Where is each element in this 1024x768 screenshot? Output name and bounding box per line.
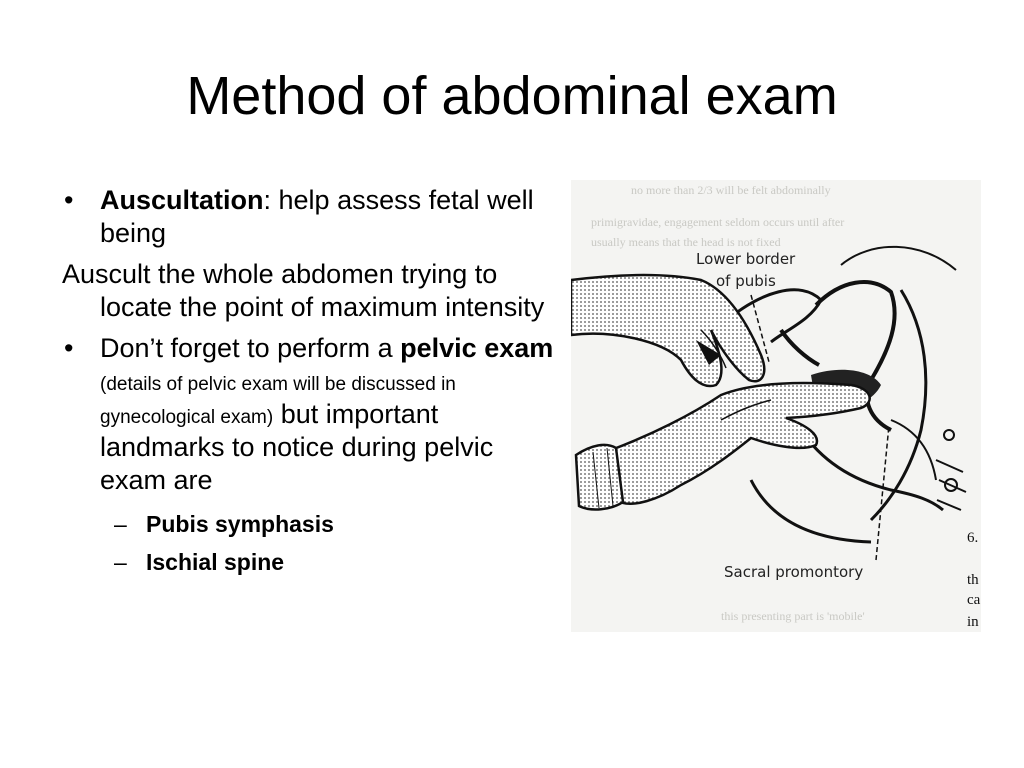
sub-bullet-pubis	[62, 505, 562, 543]
slide-body	[62, 184, 562, 581]
lower-hand	[611, 383, 870, 504]
edge-text-2: th	[967, 572, 979, 588]
bullet-dot: •	[64, 333, 74, 363]
pelvic-intro: Don’t forget to perform a	[100, 333, 393, 363]
background-text-2: primigravidae, engagement seldom occurs until after	[591, 215, 845, 229]
edge-text-3: ca	[967, 592, 981, 608]
vertebra-marker	[944, 430, 954, 440]
perineum-outline	[751, 480, 871, 542]
sacral-segments	[936, 460, 966, 510]
slide-title: Method of abdominal exam	[186, 66, 838, 126]
pelvic-exam-term: pelvic exam	[400, 333, 554, 363]
upper-hand	[571, 275, 764, 386]
bullet-auscultation	[62, 184, 562, 250]
auscultation-text: : help assess fetal well being	[100, 185, 534, 248]
illustration-svg	[571, 180, 981, 632]
auscult-paragraph: Auscult the whole abdomen trying to locate the point of maximum intensity	[62, 259, 545, 322]
abdominal-wall-outline	[841, 247, 956, 270]
pubis-bone	[781, 330, 819, 365]
sub-bullet-dash: –	[114, 511, 127, 537]
edge-text-1: 6.	[967, 530, 979, 546]
pointer-sacral-promontory	[876, 425, 889, 560]
glove-cuff	[576, 445, 623, 510]
pelvic-exam-illustration	[571, 180, 981, 632]
label-sacral-promontory: Sacral promontory	[724, 563, 864, 581]
background-text-3: usually means that the head is not fixed	[591, 235, 781, 249]
sub-bullet-label: Ischial spine	[146, 549, 285, 575]
label-of-pubis: of pubis	[716, 272, 776, 290]
sub-bullet-label: Pubis symphasis	[146, 511, 334, 537]
background-text-4: this presenting part is 'mobile'	[721, 609, 865, 623]
auscultation-term: Auscultation	[100, 185, 264, 215]
pelvic-landmarks-text: but important landmarks to notice during pelvic exam are	[100, 399, 494, 495]
label-lower-border: Lower border	[696, 250, 796, 268]
edge-text-4: in	[967, 614, 979, 630]
pelvic-details-note: (details of pelvic exam will be discussed in gynecological exam)	[100, 374, 456, 428]
sub-bullet-ischial	[62, 543, 562, 581]
background-text-1: no more than 2/3 will be felt abdominally	[631, 183, 831, 197]
bullet-pelvic-exam	[62, 332, 562, 497]
sub-bullet-dash: –	[114, 549, 127, 575]
bullet-dot: •	[64, 185, 74, 215]
